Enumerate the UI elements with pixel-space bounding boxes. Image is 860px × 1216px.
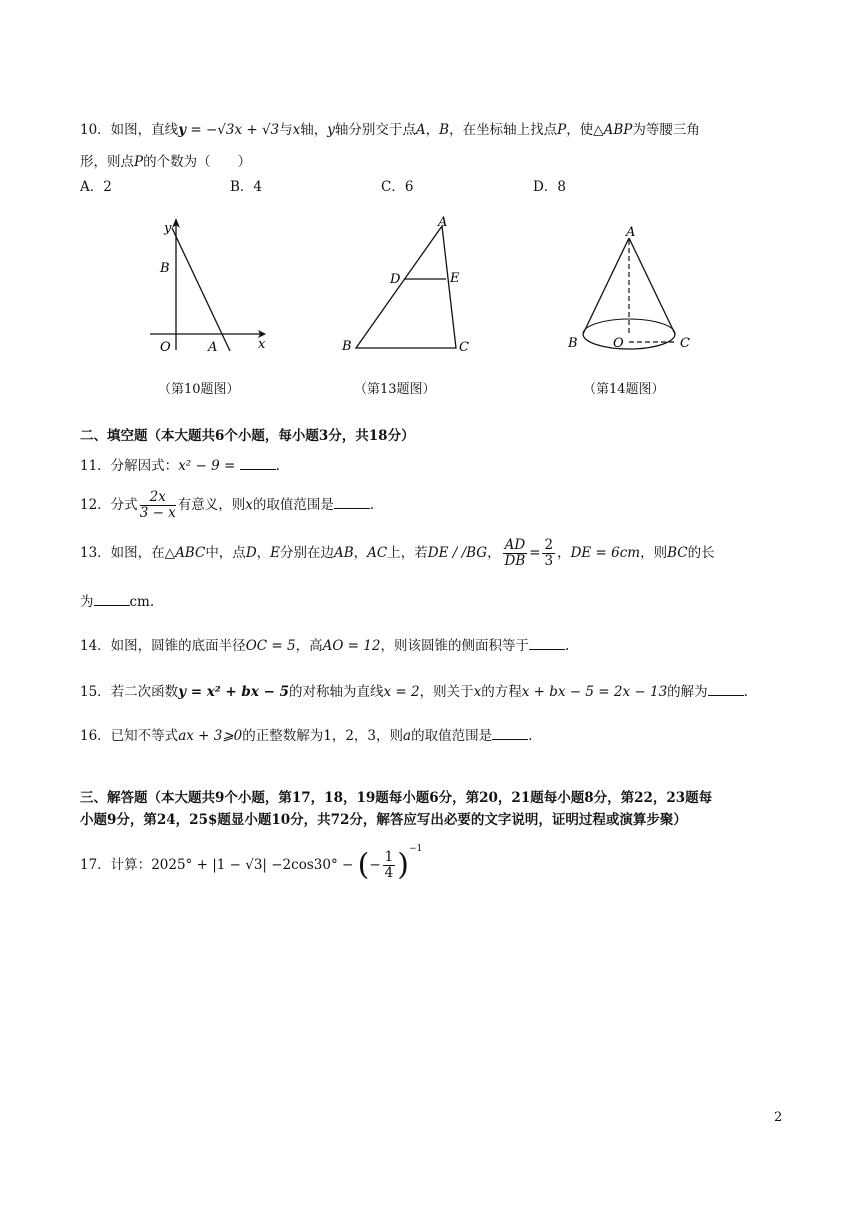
q13-line1: 13．如图，在△ABC中，点D，E分别在边AB，AC上，若DE / /BG， $\frac{AD}{DB}$ = $\frac{2}{3}$ ，DE = 6cm，则BC的长: [80, 537, 715, 569]
fig13-label-a: A: [438, 215, 448, 230]
q10-option-d: D．8: [533, 179, 566, 195]
fig14-label-c: C: [680, 336, 690, 351]
fig13-label-c: C: [459, 340, 469, 355]
page-number: 2: [774, 1110, 783, 1125]
fig10-label-a: A: [208, 340, 218, 355]
fig13-label-b: B: [342, 339, 352, 354]
q16: 16．已知不等式ax + 3⩾0的正整数解为1，2，3，则a的取值范围是 .: [80, 724, 532, 744]
fig10-label-o: O: [160, 340, 171, 355]
fig10-label-b: B: [160, 261, 170, 276]
fig10-label-y: y: [164, 221, 172, 236]
q13-answer-blank[interactable]: [94, 591, 130, 606]
section2-title: 二、填空题（本大题共6个小题，每小题3分，共18分）: [80, 428, 415, 444]
q14: 14．如图，圆锥的底面半径OC = 5，高AO = 12，则该圆锥的侧面积等于 .: [80, 634, 569, 654]
q15-answer-blank[interactable]: [708, 681, 744, 696]
q10-option-c: C．6: [381, 179, 414, 195]
fig10-label-x: x: [258, 337, 266, 352]
fig10-caption: （第10题图）: [158, 382, 240, 397]
q13-line2: 为 cm.: [80, 590, 154, 610]
q10-line2: 形，则点P的个数为（ ）: [80, 154, 252, 170]
q14-answer-blank[interactable]: [529, 635, 565, 650]
fig14-caption: （第14题图）: [583, 382, 665, 397]
q12: 12．分式 $\frac{2x}{3 - x}$ 有意义，则x的取值范围是 .: [80, 489, 375, 521]
q10-option-b: B．4: [230, 179, 263, 195]
fig13-label-d: D: [390, 272, 401, 287]
fig13-caption: （第13题图）: [354, 382, 436, 397]
q11: 11．分解因式：x² − 9 = .: [80, 454, 280, 474]
q12-answer-blank[interactable]: [334, 494, 370, 509]
q11-answer-blank[interactable]: [240, 455, 276, 470]
figure-10: [140, 210, 280, 360]
q15: 15．若二次函数y = x² + bx − 5的对称轴为直线x = 2，则关于x的方程x + bx − 5 = 2x − 13的解为 .: [80, 680, 748, 700]
q10-line1: 10．如图，直线y = −√3x + √3与x轴，y轴分别交于点A，B，在坐标轴上找点P，使△ABP为等腰三角: [80, 122, 700, 138]
figure-14: [565, 222, 705, 362]
q17: 17．计算：2025° + |1 − √3| −2cos30° − (− $\frac{1}{4}$ )$^{-1}$: [80, 844, 423, 883]
q10-option-a: A．2: [80, 179, 112, 195]
fig13-label-e: E: [450, 271, 460, 286]
figure-13: [338, 212, 478, 362]
fig14-label-o: O: [613, 336, 624, 351]
fig14-label-b: B: [568, 336, 578, 351]
section3-title-line1: 三、解答题（本大题共9个小题，第17，18，19题每小题6分，第20，21题每小题8分，第22，23题每: [80, 790, 713, 806]
fig14-label-a: A: [626, 225, 636, 240]
q16-answer-blank[interactable]: [492, 725, 528, 740]
section3-title-line2: 小题9分，第24，25$题显小题10分，共72分，解答应写出必要的文字说明，证明过程或演算步聚）: [80, 812, 687, 828]
